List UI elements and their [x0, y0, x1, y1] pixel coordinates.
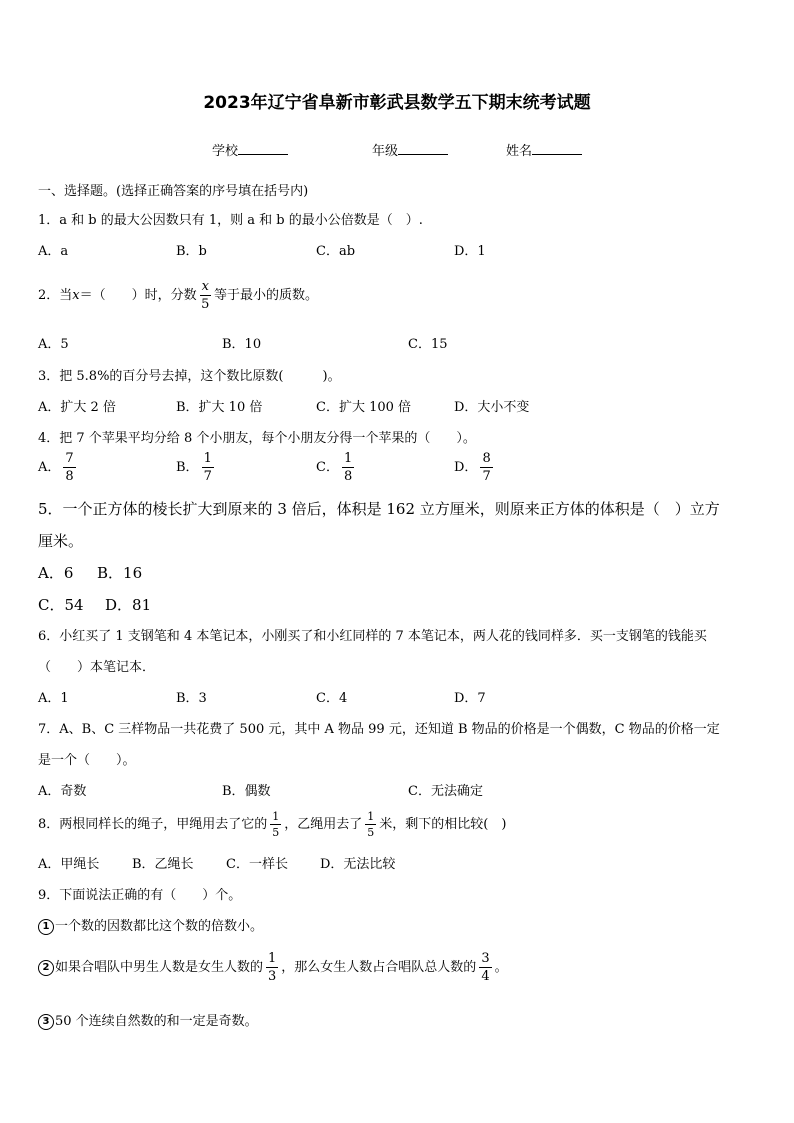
grade-blank[interactable]: [398, 142, 448, 155]
q6-option-c[interactable]: C．4: [316, 691, 348, 706]
circled-number: 3: [38, 1014, 54, 1030]
q7-option-b[interactable]: B．偶数: [222, 784, 271, 799]
page-title: 2023年辽宁省阜新市彰武县数学五下期末统考试题: [203, 93, 591, 113]
q4-option-a[interactable]: A． $\frac{7}{8}$: [38, 451, 74, 484]
school-blank[interactable]: [238, 142, 288, 155]
fraction: $\frac{8}{7}$: [482, 451, 491, 484]
fraction: $\frac{3}{4}$: [481, 951, 490, 984]
q4-option-d[interactable]: D． $\frac{8}{7}$: [454, 451, 491, 484]
q3-option-d[interactable]: D．大小不变: [454, 400, 530, 415]
q5-option-d[interactable]: D．81: [105, 596, 152, 614]
school-label: 学校: [212, 144, 239, 159]
statement-2: 2 如果合唱队中男生人数是女生人数的 $\frac{1}{3}$ ，那么女生人数占合唱队总人数的 $\frac{3}{4}$ 。: [38, 952, 508, 983]
circled-number: 1: [38, 919, 54, 935]
section-heading: 一、选择题。(选择正确答案的序号填在括号内): [38, 184, 309, 199]
grade-field[interactable]: [372, 140, 448, 159]
q3-option-c[interactable]: C．扩大 100 倍: [316, 400, 412, 415]
name-field[interactable]: [506, 140, 582, 159]
q5-option-b[interactable]: B．16: [97, 564, 143, 582]
q1-option-a[interactable]: A．a: [38, 244, 69, 259]
q8-option-c[interactable]: C．一样长: [226, 857, 288, 872]
q6-option-a[interactable]: A．1: [38, 691, 69, 706]
question-7-line-1: 7．A、B、C 三样物品一共花费了 500 元，其中 A 物品 99 元，还知道 B 物品的价格是一个偶数，C 物品的价格一定: [38, 722, 720, 737]
fraction: $\frac{1}{3}$: [268, 951, 277, 984]
fraction: $\frac{1}{8}$: [343, 451, 353, 484]
name-label: 姓名: [506, 144, 533, 159]
q4-option-b[interactable]: B． $\frac{1}{7}$: [176, 451, 212, 484]
q3-option-b[interactable]: B．扩大 10 倍: [176, 400, 263, 415]
q5-option-a[interactable]: A．6: [38, 564, 74, 582]
q3-option-a[interactable]: A．扩大 2 倍: [38, 400, 116, 415]
q2-option-c[interactable]: C．15: [408, 337, 448, 352]
grade-label: 年级: [372, 144, 399, 159]
q8-option-d[interactable]: D．无法比较: [320, 857, 396, 872]
q1-option-c[interactable]: C．ab: [316, 244, 356, 259]
q5-option-c[interactable]: C．54: [38, 596, 84, 614]
q4-option-c[interactable]: C． $\frac{1}{8}$: [316, 451, 353, 484]
question-4: 4．把 7 个苹果平均分给 8 个小朋友，每个小朋友分得一个苹果的（ ）。: [38, 431, 476, 446]
name-blank[interactable]: [532, 142, 582, 155]
question-9: 9．下面说法正确的有（ ）个。: [38, 888, 242, 903]
q1-option-b[interactable]: B．b: [176, 244, 207, 259]
question-5-line-1: 5．一个正方体的棱长扩大到原来的 3 倍后，体积是 162 立方厘米，则原来正方体的体积是（ ）立方: [38, 500, 720, 518]
q8-option-a[interactable]: A．甲绳长: [38, 857, 100, 872]
circled-number: 2: [38, 960, 54, 976]
q6-option-b[interactable]: B．3: [176, 691, 207, 706]
q2-option-a[interactable]: A．5: [38, 337, 69, 352]
question-2: 2．当x＝（ ）时，分数 $\frac{x}{5}$ 等于最小的质数。: [38, 279, 318, 312]
question-1: 1．a 和 b 的最大公因数只有 1，则 a 和 b 的最小公倍数是（ ）.: [38, 213, 423, 228]
question-6-line-2: （ ）本笔记本．: [38, 660, 156, 675]
school-field[interactable]: [212, 140, 288, 159]
question-3: 3．把 5.8%的百分号去掉，这个数比原数( )。: [38, 369, 341, 384]
q2-option-b[interactable]: B．10: [222, 337, 262, 352]
q1-option-d[interactable]: D．1: [454, 244, 486, 259]
question-7-line-2: 是一个（ ）。: [38, 753, 136, 768]
statement-3: 3 50 个连续自然数的和一定是奇数。: [38, 1010, 258, 1030]
fraction: $\frac{1}{5}$: [272, 810, 280, 839]
q8-option-b[interactable]: B．乙绳长: [132, 857, 194, 872]
fraction: $\frac{1}{5}$: [367, 810, 375, 839]
q7-option-c[interactable]: C．无法确定: [408, 784, 483, 799]
question-5-line-2: 厘米。: [38, 532, 84, 550]
fraction: $\frac{x}{5}$: [201, 279, 210, 312]
statement-1: 1 一个数的因数都比这个数的倍数小。: [38, 915, 263, 935]
q6-option-d[interactable]: D．7: [454, 691, 486, 706]
question-8: 8．两根同样长的绳子，甲绳用去了它的 $\frac{1}{5}$ ，乙绳用去了 $\frac{1}{5}$ 米，剩下的相比较( ): [38, 810, 507, 839]
fraction: $\frac{7}{8}$: [65, 451, 74, 484]
question-6-line-1: 6．小红买了 1 支钢笔和 4 本笔记本，小刚买了和小红同样的 7 本笔记本，两人花的钱同样多．买一支钢笔的钱能买: [38, 629, 707, 644]
q7-option-a[interactable]: A．奇数: [38, 784, 87, 799]
fraction: $\frac{1}{7}$: [203, 451, 212, 484]
